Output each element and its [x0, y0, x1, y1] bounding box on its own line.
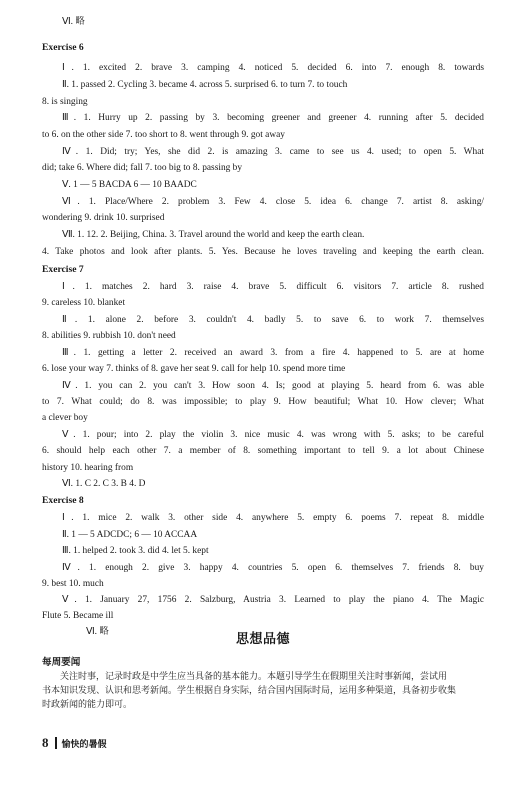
- paragraph-line: 时政新闻的能力即可。: [42, 700, 133, 710]
- answer-line: Ⅱ. 1 — 5 ADCDC; 6 — 10 ACCAA: [62, 530, 198, 540]
- answer-line: Ⅴ. 1. pour; into 2. play the violin 3. nice music 4. was wrong with 5. asks; to be careful: [62, 430, 484, 440]
- answer-line: 9. best 10. much: [42, 579, 104, 589]
- answer-line: 9. careless 10. blanket: [42, 298, 126, 308]
- answer-line: Ⅵ. 略: [86, 627, 109, 637]
- footer-divider: [55, 737, 57, 749]
- page-footer: [42, 736, 107, 750]
- answer-line: to 7. What could; do 8. was impossible; to play 9. How beautiful; What 10. How clever; What: [42, 397, 484, 407]
- answer-line: Ⅳ. 1. Did; try; Yes, she did 2. is amazing 3. came to see us 4. used; to open 5. What: [62, 147, 484, 157]
- answer-line: Ⅰ. 1. mice 2. walk 3. other side 4. anywhere 5. empty 6. poems 7. repeat 8. middle: [62, 513, 484, 523]
- answer-line: history 10. hearing from: [42, 463, 134, 473]
- answer-line: Ⅱ. 1. passed 2. Cycling 3. became 4. across 5. surprised 6. to turn 7. to touch: [62, 80, 348, 90]
- answer-line: Ⅴ. 1 — 5 BACDA 6 — 10 BAADC: [62, 180, 197, 190]
- subsection-title: 每周要闻: [42, 657, 81, 668]
- answer-line: Ⅵ. 略: [62, 17, 85, 27]
- answer-line: Ⅳ. 1. enough 2. give 3. happy 4. countries 5. open 6. themselves 7. friends 8. buy: [62, 563, 484, 573]
- answer-line: Ⅰ. 1. matches 2. hard 3. raise 4. brave 5. difficult 6. visitors 7. article 8. rushed: [62, 282, 484, 292]
- answer-line: Ⅲ. 1. Hurry up 2. passing by 3. becoming greener and greener 4. running after 5. decided: [62, 113, 484, 123]
- answer-line: Ⅵ. 1. Place/Where 2. problem 3. Few 4. close 5. idea 6. change 7. artist 8. asking/: [62, 197, 484, 207]
- answer-line: a clever boy: [42, 413, 88, 423]
- answer-line: Ⅰ. 1. excited 2. brave 3. camping 4. noticed 5. decided 6. into 7. enough 8. towards: [62, 63, 484, 73]
- answer-line: Flute 5. Became ill: [42, 611, 114, 621]
- paragraph-line: 关注时事，记录时政是中学生应当具备的基本能力。本题引导学生在假期里关注时事新闻，尝试用: [60, 672, 448, 682]
- answer-line: 4. Take photos and look after plants. 5. Yes. Because he loves traveling and keeping the earth clean.: [42, 247, 484, 257]
- section-title: 思想品德: [235, 632, 290, 647]
- exercise-heading: Exercise 6: [42, 42, 84, 53]
- answer-line: Ⅱ. 1. alone 2. before 3. couldn't 4. badly 5. to save 6. to work 7. themselves: [62, 315, 484, 325]
- exercise-heading: Exercise 7: [42, 264, 84, 275]
- answer-line: Ⅵ. 1. C 2. C 3. B 4. D: [62, 479, 146, 489]
- answer-line: to 6. on the other side 7. too short to 8. went through 9. got away: [42, 130, 285, 140]
- answer-line: Ⅳ. 1. you can 2. you can't 3. How soon 4. Is; good at playing 5. heard from 6. was able: [62, 381, 484, 391]
- answer-line: Ⅶ. 1. 12. 2. Beijing, China. 3. Travel around the world and keep the earth clean.: [62, 230, 365, 240]
- answer-line: wondering 9. drink 10. surprised: [42, 213, 165, 223]
- answer-line: Ⅴ. 1. January 27, 1756 2. Salzburg, Austria 3. Learned to play the piano 4. The Magic: [62, 595, 484, 605]
- paragraph-line: 书本知识发现、认识和思考新闻。学生根据自身实际，结合国内国际时局，运用多种渠道，具备初步收集: [42, 686, 457, 696]
- exercise-heading: Exercise 8: [42, 495, 84, 506]
- page-number: 8: [42, 735, 49, 750]
- answer-line: 6. should help each other 7. a member of 8. something important to tell 9. a lot about Chinese: [42, 446, 484, 456]
- answer-line: 6. lose your way 7. thinks of 8. gave her seat 9. call for help 10. spend more time: [42, 364, 346, 374]
- book-title: 愉快的暑假: [61, 739, 107, 750]
- answer-line: Ⅲ. 1. helped 2. took 3. did 4. let 5. kept: [62, 546, 209, 556]
- answer-line: Ⅲ. 1. getting a letter 2. received an award 3. from a fire 4. happened to 5. are at home: [62, 348, 484, 358]
- answer-line: 8. is singing: [42, 97, 88, 107]
- answer-line: did; take 6. Where did; fall 7. too big to 8. passing by: [42, 163, 243, 173]
- answer-line: 8. abilities 9. rubbish 10. don't need: [42, 331, 176, 341]
